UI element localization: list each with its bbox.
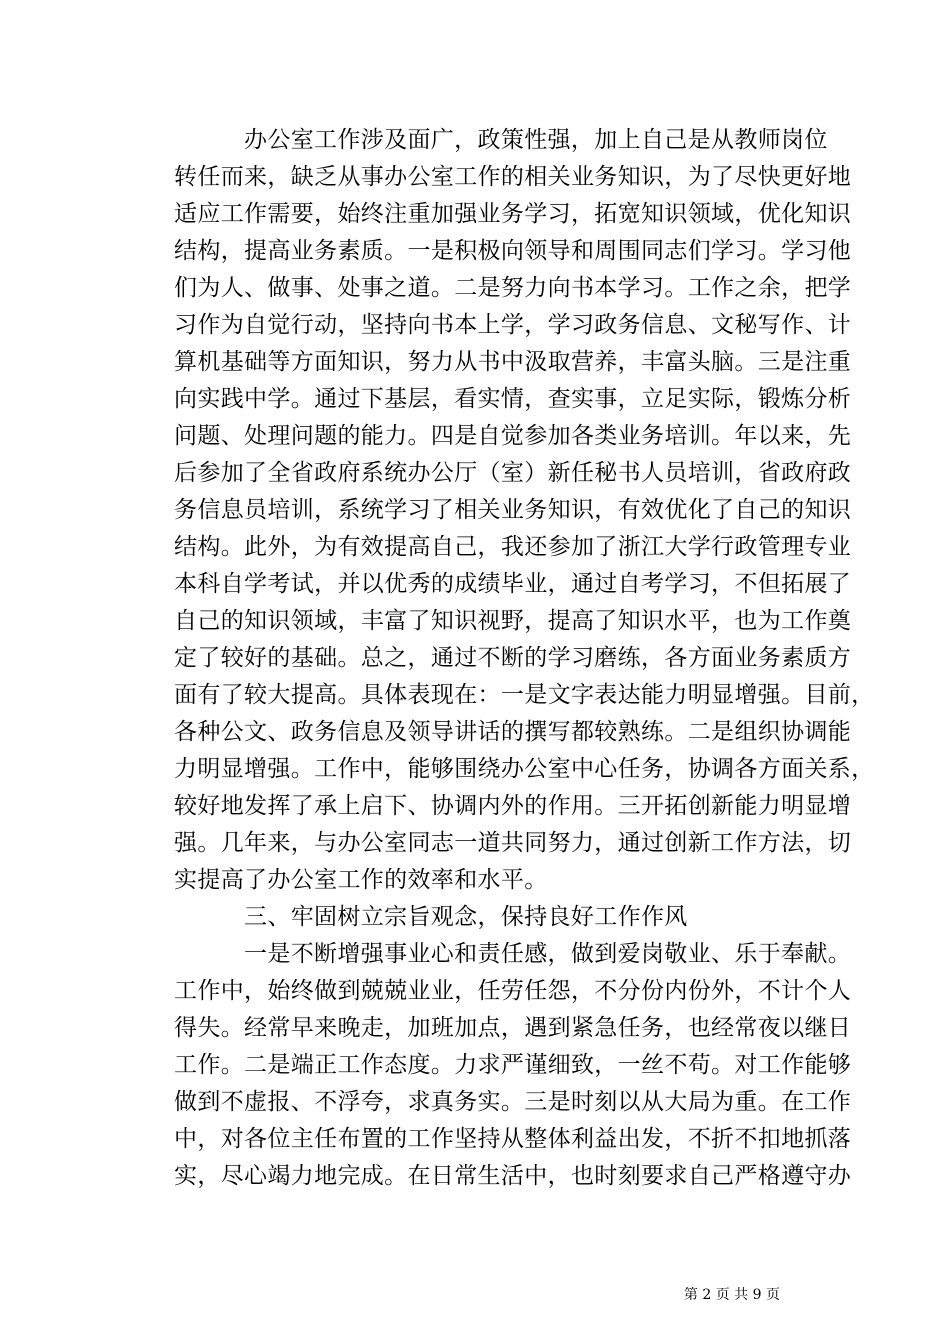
paragraph-line: 工作。二是端正工作态度。力求严谨细致，一丝不苟。对工作能够 bbox=[174, 1052, 852, 1078]
paragraph-line: 中，对各位主任布置的工作坚持从整体利益出发，不折不扣地抓落 bbox=[174, 1126, 852, 1152]
paragraph-line: 一是不断增强事业心和责任感，做到爱岗敬业、乐于奉献。 bbox=[244, 941, 852, 967]
paragraph-line: 较好地发挥了承上启下、协调内外的作用。三开拓创新能力明显增 bbox=[174, 793, 852, 819]
paragraph-line: 结构，提高业务素质。一是积极向领导和周围同志们学习。学习他 bbox=[174, 238, 852, 264]
paragraph-line: 强。几年来，与办公室同志一道共同努力，通过创新工作方法，切 bbox=[174, 830, 852, 856]
paragraph-line: 定了较好的基础。总之，通过不断的学习磨练，各方面业务素质方 bbox=[174, 645, 852, 671]
paragraph-line: 转任而来，缺乏从事办公室工作的相关业务知识，为了尽快更好地 bbox=[174, 164, 852, 190]
paragraph-line: 习作为自觉行动，坚持向书本上学，学习政务信息、文秘写作、计 bbox=[174, 312, 852, 338]
paragraph-line: 得失。经常早来晚走，加班加点，遇到紧急任务，也经常夜以继日 bbox=[174, 1015, 852, 1041]
paragraph-line: 实提高了办公室工作的效率和水平。 bbox=[174, 867, 548, 893]
paragraph-line: 做到不虚报、不浮夸，求真务实。三是时刻以从大局为重。在工作 bbox=[174, 1089, 852, 1115]
paragraph-line: 向实践中学。通过下基层，看实情，查实事，立足实际，锻炼分析 bbox=[174, 386, 852, 412]
paragraph-line: 问题、处理问题的能力。四是自觉参加各类业务培训。年以来，先 bbox=[174, 423, 852, 449]
paragraph-line: 各种公文、政务信息及领导讲话的撰写都较熟练。二是组织协调能 bbox=[174, 719, 852, 745]
paragraph-line: 算机基础等方面知识，努力从书中汲取营养，丰富头脑。三是注重 bbox=[174, 349, 852, 375]
paragraph-line: 面有了较大提高。具体表现在：一是文字表达能力明显增强。目前， bbox=[174, 682, 875, 708]
section-heading: 三、牢固树立宗旨观念，保持良好工作作风 bbox=[244, 904, 688, 930]
paragraph-line: 力明显增强。工作中，能够围绕办公室中心任务，协调各方面关系， bbox=[174, 756, 875, 782]
paragraph-line: 适应工作需要，始终注重加强业务学习，拓宽知识领域，优化知识 bbox=[174, 201, 852, 227]
page-number: 第 2 页 共 9 页 bbox=[683, 1287, 780, 1303]
paragraph-line: 实，尽心竭力地完成。在日常生活中，也时刻要求自己严格遵守办 bbox=[174, 1163, 852, 1189]
paragraph-line: 工作中，始终做到兢兢业业，任劳任怨，不分份内份外，不计个人 bbox=[174, 978, 852, 1004]
paragraph-line: 后参加了全省政府系统办公厅（室）新任秘书人员培训，省政府政 bbox=[174, 460, 852, 486]
paragraph-line: 自己的知识领域，丰富了知识视野，提高了知识水平，也为工作奠 bbox=[174, 608, 852, 634]
paragraph-line: 结构。此外，为有效提高自己，我还参加了浙江大学行政管理专业 bbox=[174, 534, 852, 560]
paragraph-line: 本科自学考试，并以优秀的成绩毕业，通过自考学习，不但拓展了 bbox=[174, 571, 852, 597]
paragraph-line: 们为人、做事、处事之道。二是努力向书本学习。工作之余，把学 bbox=[174, 275, 852, 301]
paragraph-line: 务信息员培训，系统学习了相关业务知识，有效优化了自己的知识 bbox=[174, 497, 852, 523]
paragraph-line: 办公室工作涉及面广，政策性强，加上自己是从教师岗位 bbox=[244, 127, 828, 153]
